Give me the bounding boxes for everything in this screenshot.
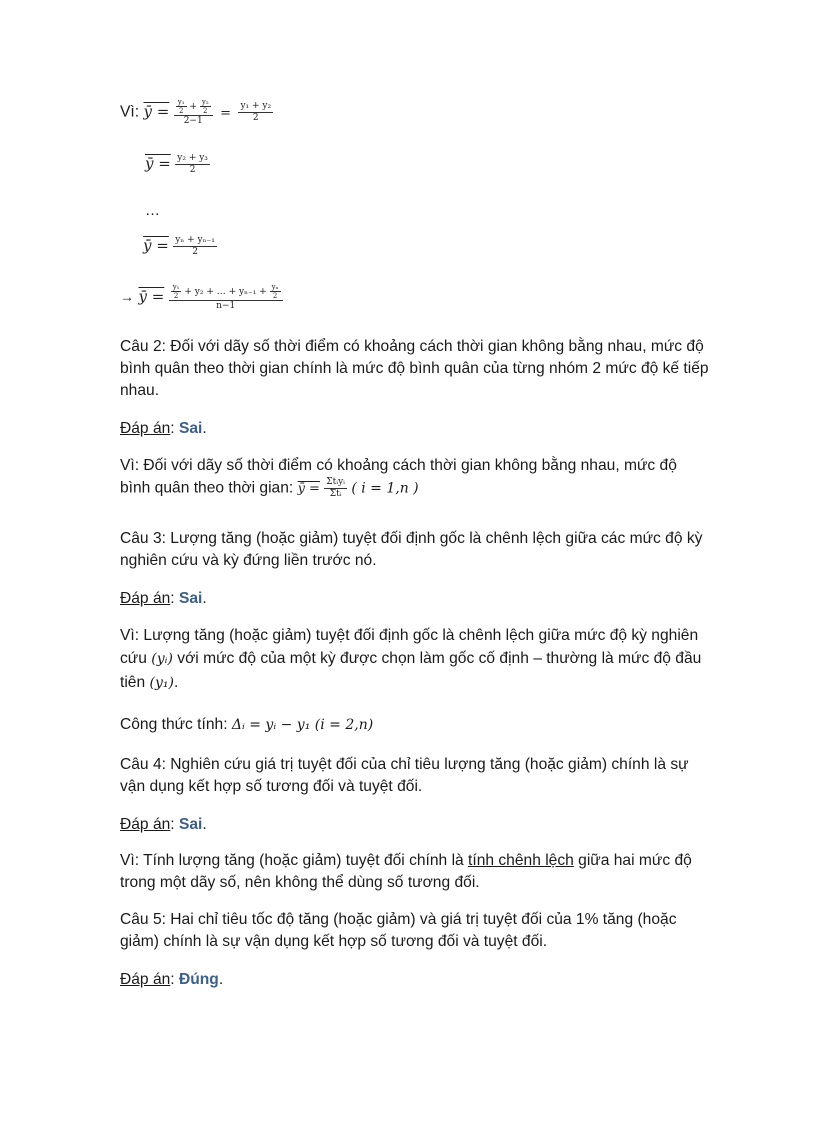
formula-4: → ȳ = $\frac{\text{y₁}}{2}$ + y₂ + … + yₙ₋₁ + $\frac{\text{yₙ}}{2}$ n−1 xyxy=(120,283,283,312)
explanation-3: Vì: Lượng tăng (hoặc giảm) tuyệt đối định gốc là chênh lệch giữa mức độ kỳ nghiên cứu (yᵢ) với mức độ của một kỳ được chọn làm gốc cố định – thường là mức độ đầu tiên (y₁). xyxy=(120,627,702,691)
formula-1: Vì: ȳ = $\frac{\text{y₁}}{2}$ + $\frac{\text{y₂}}{2}$ 2−1 = $\frac{\text{y₁ + y₂}}{2}$ xyxy=(120,98,272,126)
answer-3: Đáp án: Sai. xyxy=(120,590,207,607)
question-5: Câu 5: Hai chỉ tiêu tốc độ tăng (hoặc giảm) và giá trị tuyệt đối của 1% tăng (hoặc giảm) chính là sự vận dụng kết hợp số tương đối và tuyệt đối. xyxy=(120,911,677,950)
explanation-4: Vì: Tính lượng tăng (hoặc giảm) tuyệt đối chính là tính chênh lệch giữa hai mức độ trong một dãy số, nên không thể dùng số tương đối. xyxy=(120,852,692,891)
formula-3: ȳ = $\frac{\text{yₙ + yₙ₋₁}}{2}$ xyxy=(143,235,215,257)
answer-4: Đáp án: Sai. xyxy=(120,816,207,833)
question-3: Câu 3: Lượng tăng (hoặc giảm) tuyệt đối định gốc là chênh lệch giữa các mức độ kỳ nghiên cứu và kỳ đứng liền trước nó. xyxy=(120,530,703,569)
formula-2: ȳ = $\frac{\text{y₂ + y₃}}{2}$ xyxy=(145,153,208,175)
question-2: Câu 2: Đối với dãy số thời điểm có khoảng cách thời gian không bằng nhau, mức độ bình quân theo thời gian chính là mức độ bình quân của từng nhóm 2 mức độ kế tiếp nhau. xyxy=(120,338,709,399)
formula-3-line: Công thức tính: Δᵢ = yᵢ − y₁ (i = 2,n) xyxy=(120,716,374,733)
answer-2: Đáp án: Sai. xyxy=(120,420,207,437)
answer-5: Đáp án: Đúng. xyxy=(120,971,224,988)
vi-label: Vì: xyxy=(120,103,140,121)
question-4: Câu 4: Nghiên cứu giá trị tuyệt đối của chỉ tiêu lượng tăng (hoặc giảm) chính là sự vận dụng kết hợp số tương đối và tuyệt đối. xyxy=(120,756,689,795)
arrow-icon: → xyxy=(120,288,134,305)
formula-1-fraction: $\frac{\text{y₁}}{2}$ + $\frac{\text{y₂}}{2}$ 2−1 xyxy=(174,98,213,127)
formula-1-result: $\frac{\text{y₁ + y₂}}{2}$ xyxy=(240,101,272,123)
ellipsis: … xyxy=(145,202,160,219)
explanation-2: Vì: Đối với dãy số thời điểm có khoảng cách thời gian không bằng nhau, mức độ bình quân theo thời gian: ȳ = $\frac{\text{Σtᵢyᵢ}}{\text{Σtᵢ}}$ ( i = 1,n ) xyxy=(120,457,677,499)
formula-1-lhs: ȳ = xyxy=(143,102,170,121)
